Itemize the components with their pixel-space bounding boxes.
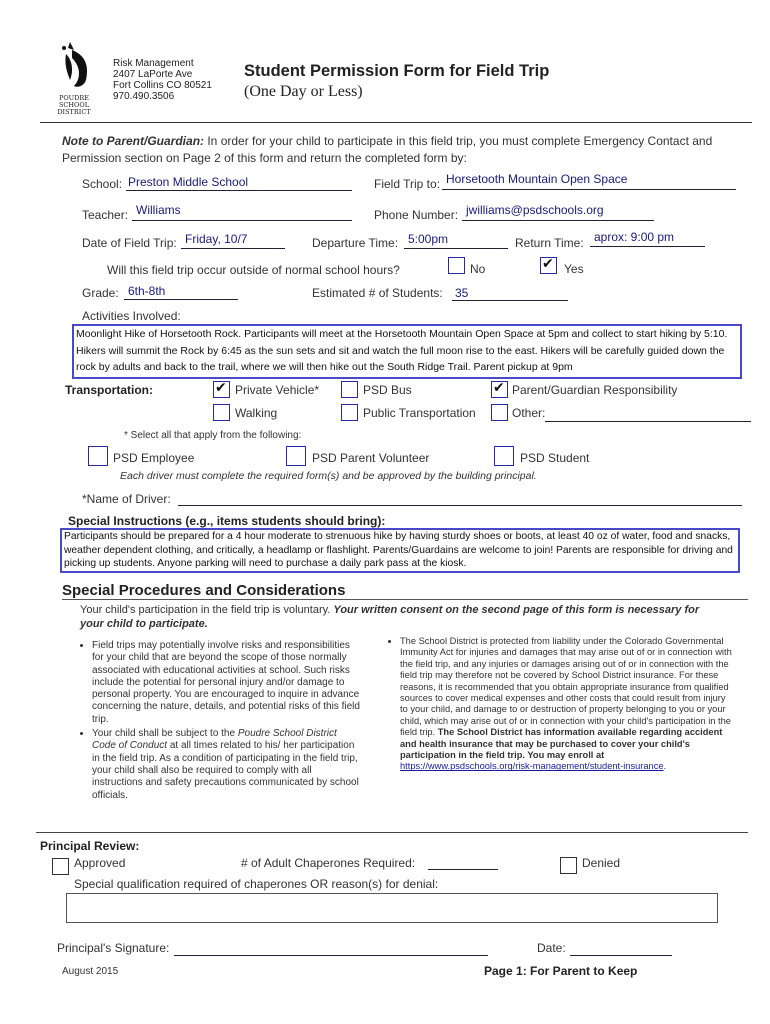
address-line: Risk Management: [113, 58, 194, 69]
school-label: School:: [82, 177, 123, 191]
intro-bold: Your written consent on the second page of this form is necessary for your child to participate.: [80, 604, 700, 630]
no-checkbox[interactable]: [448, 257, 465, 274]
address-line: 2407 LaPorte Ave: [113, 69, 193, 80]
procedures-rule: [62, 599, 748, 600]
phone-field[interactable]: [462, 203, 654, 221]
footer-page: Page 1: For Parent to Keep: [484, 964, 638, 978]
walking-label: Walking: [235, 406, 278, 420]
return-field[interactable]: [590, 230, 705, 247]
header-rule: [40, 122, 752, 123]
special-instructions-value: Participants should be prepared for a 4 hour moderate to strenuous hike by having sturdy shoes or boots, at least 40 oz of water, food and snacks, weather dependent clothing, and critically, a headlamp or flashlight. Parents/Guardains are welcome to join! Parents are responsible for driving and picking up students. Anyone parking will need to purchase a daily park pass at the kiosk.: [64, 531, 733, 569]
driver-name-label: *Name of Driver:: [82, 492, 171, 506]
procedures-left-column: [70, 640, 360, 804]
teacher-label: Teacher:: [82, 208, 129, 222]
yes-label: Yes: [564, 262, 584, 276]
school-field[interactable]: [126, 174, 352, 191]
special-instructions-label: Special Instructions (e.g., items students should bring):: [68, 514, 386, 528]
private-vehicle-checkbox[interactable]: [213, 381, 230, 398]
parent-resp-label: Parent/Guardian Responsibility: [512, 383, 678, 397]
public-transport-label: Public Transportation: [363, 406, 476, 420]
form-subtitle: (One Day or Less): [244, 83, 363, 100]
psd-student-checkbox[interactable]: [494, 446, 514, 466]
district-logo: [50, 40, 105, 116]
other-label: Other:: [512, 406, 546, 420]
phone-label: Phone Number:: [374, 208, 459, 222]
address-block: [113, 58, 212, 102]
psd-employee-checkbox[interactable]: [88, 446, 108, 466]
return-value: aprox: 9:00 pm: [594, 230, 675, 244]
other-field[interactable]: [545, 410, 751, 422]
qualification-label: Special qualification required of chaperones OR reason(s) for denial:: [74, 877, 439, 891]
procedures-intro: [80, 603, 720, 631]
departure-label: Departure Time:: [312, 236, 399, 250]
principal-rule: [36, 832, 748, 833]
field-trip-label: Field Trip to:: [374, 177, 441, 191]
principal-date-field[interactable]: [570, 943, 672, 956]
students-label: Estimated # of Students:: [312, 286, 443, 300]
select-note: * Select all that apply from the following:: [124, 430, 302, 441]
psd-bus-checkbox[interactable]: [341, 381, 358, 398]
walking-checkbox[interactable]: [213, 404, 230, 421]
phone-value: jwilliams@psdschools.org: [466, 203, 604, 217]
principal-date-label: Date:: [537, 941, 566, 955]
teacher-field[interactable]: [132, 203, 352, 221]
no-label: No: [470, 262, 486, 276]
students-field[interactable]: [452, 284, 568, 301]
bullet-text: Your child shall be subject to the: [92, 728, 238, 740]
bullet-bold: The School District has information available regarding accident and health insurance that may be purchased to cover your child's participation in the field trip. You may enroll at: [400, 727, 723, 761]
approved-checkbox[interactable]: [52, 858, 69, 875]
code-of-conduct: Poudre School District Code of Conduct: [92, 728, 337, 752]
address-line: 970.490.3506: [113, 91, 175, 102]
list-item: [92, 728, 360, 802]
note-text: In order for your child to participate in this field trip, you must complete Emergency Contact and Permission section on Page 2 of this form and return the completed form by:: [62, 134, 713, 165]
teacher-value: Williams: [136, 203, 181, 217]
denied-checkbox[interactable]: [560, 857, 577, 874]
date-value: Friday, 10/7: [185, 232, 248, 246]
private-vehicle-label: Private Vehicle*: [235, 383, 320, 397]
checkmark-icon: ✔: [215, 380, 227, 396]
bullet-text: .: [663, 761, 667, 772]
bullet-text: at all times related to his/ her participation in the field trip. As a condition of participating in the field trip, your child shall also be required to comply with all instructions and safety precautions communicated by school officials.: [92, 740, 359, 801]
principal-signature-label: Principal's Signature:: [57, 941, 170, 955]
chaperones-label: # of Adult Chaperones Required:: [241, 856, 416, 870]
other-checkbox[interactable]: [491, 404, 508, 421]
bullet-text: The School District is protected from liability under the Colorado Governmental Immunity Act for injuries and damages that may arise out of or in connection with the field trip, and any injuries or damages arising out of or in connection with the field trip may therefore not be covered by School District insurance. For these reasons, it is recommended that you obtain appropriate insurance from qualified sources to cover medical expenses and other costs that could result from injury to your child, and damage to or destruction of property belonging to you or your child, which may arise out of or in connection with your child's participation in the field trip.: [400, 636, 732, 738]
principal-review-label: Principal Review:: [40, 839, 140, 853]
activities-textbox[interactable]: [72, 324, 742, 379]
note-label: Note to Parent/Guardian:: [62, 134, 205, 148]
footer-date: August 2015: [62, 966, 119, 977]
special-instructions-textbox[interactable]: [60, 528, 740, 573]
field-trip-value: Horsetooth Mountain Open Space: [446, 172, 628, 186]
psd-parent-volunteer-checkbox[interactable]: [286, 446, 306, 466]
grade-value: 6th-8th: [128, 284, 166, 298]
list-item: [400, 636, 732, 773]
psd-student-label: PSD Student: [520, 451, 590, 465]
grade-field[interactable]: [124, 283, 238, 300]
driver-name-field[interactable]: [178, 493, 742, 506]
school-value: Preston Middle School: [128, 175, 249, 189]
return-label: Return Time:: [515, 236, 584, 250]
parent-note: [62, 133, 742, 167]
psd-parent-volunteer-label: PSD Parent Volunteer: [312, 451, 430, 465]
qualification-textbox[interactable]: [66, 893, 718, 923]
driver-note: Each driver must complete the required form(s) and be approved by the building principal.: [120, 470, 537, 482]
parent-resp-checkbox[interactable]: [491, 381, 508, 398]
approved-label: Approved: [74, 856, 126, 870]
checkmark-icon: ✔: [493, 380, 505, 396]
insurance-link[interactable]: https://www.psdschools.org/risk-management/student-insurance: [400, 761, 664, 772]
public-transport-checkbox[interactable]: [341, 404, 358, 421]
date-label: Date of Field Trip:: [82, 236, 177, 250]
psd-bus-label: PSD Bus: [363, 383, 412, 397]
students-value: 35: [455, 286, 469, 300]
checkmark-icon: ✔: [542, 256, 554, 272]
logo-figure-icon: [50, 40, 105, 90]
outside-hours-question: Will this field trip occur outside of normal school hours?: [107, 263, 400, 277]
chaperones-field[interactable]: [428, 858, 498, 870]
denied-label: Denied: [582, 856, 621, 870]
activities-value: Moonlight Hike of Horsetooth Rock. Participants will meet at the Horsetooth Mountain Open Space at 5pm and collect to start hiking by 5:10. Hikers will summit the Rock by 6:45 as the sun sets and sit and watch the full moon rise to the east. Hikers will be carefully guided down the rock by adults and back to the trail, where we will then hike out the South Ridge Trail. Parent pickup at 9pm: [76, 328, 728, 373]
field-trip-field[interactable]: [442, 172, 736, 190]
address-line: Fort Collins CO 80521: [113, 80, 212, 91]
departure-value: 5:00pm: [408, 232, 449, 246]
transportation-label: Transportation:: [65, 383, 154, 397]
procedures-heading: Special Procedures and Considerations: [62, 582, 346, 599]
date-field[interactable]: [181, 232, 285, 249]
grade-label: Grade:: [82, 286, 119, 300]
logo-text: POUDRE SCHOOL DISTRICT: [57, 94, 91, 116]
procedures-right-column: [378, 636, 732, 775]
departure-field[interactable]: [404, 232, 508, 249]
activities-label: Activities Involved:: [82, 309, 181, 323]
intro-plain: Your child's participation in the field trip is voluntary.: [80, 604, 334, 616]
principal-signature-field[interactable]: [174, 943, 488, 956]
list-item: • Field trips may potentially involve risks and responsibilities for your child that are beyond the scope of those normally associated with educational activities at school. Such risks include the potential for personal injury and/or damage to personal property. You are encouraged to inquire in advance concerning the nature, details, and potential risks of this field trip.: [92, 640, 360, 726]
psd-employee-label: PSD Employee: [113, 451, 195, 465]
yes-checkbox[interactable]: [540, 257, 557, 274]
form-title: Student Permission Form for Field Trip: [244, 62, 550, 80]
